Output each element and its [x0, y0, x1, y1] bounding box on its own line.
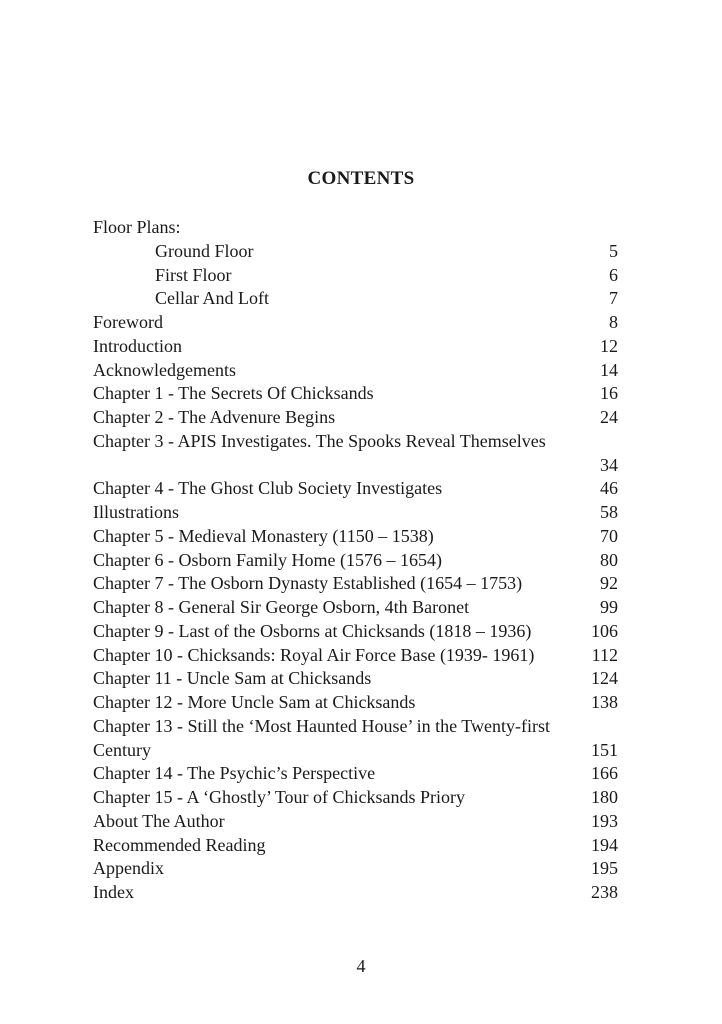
toc-entry-page: 138 — [591, 692, 618, 712]
toc-entry-first-floor — [93, 264, 618, 288]
toc-entry-chapter-7 — [93, 572, 618, 596]
toc-entry-page: 194 — [591, 834, 618, 855]
toc-entry-chapter-15 — [93, 786, 618, 810]
toc-entry-chapter-11 — [93, 667, 618, 691]
toc-entry-label: Appendix — [93, 858, 164, 879]
toc-entry-label: Introduction — [93, 335, 182, 356]
toc-entry-label: Acknowledgements — [93, 359, 236, 380]
toc-entry-page: 124 — [591, 668, 618, 689]
toc-entry-page: 238 — [591, 882, 618, 902]
toc-entry-chapter-4 — [93, 477, 618, 501]
toc-entry-label: Chapter 4 - The Ghost Club Society Investigates — [93, 478, 443, 499]
toc-entry-chapter-10 — [93, 644, 618, 668]
toc-entry-page: 6 — [609, 264, 618, 285]
toc-entry-floor-plans — [93, 216, 618, 240]
toc-entry-page: 8 — [609, 312, 618, 332]
toc-entry-page: 34 — [600, 454, 618, 475]
toc-entry-chapter-6 — [93, 549, 618, 573]
toc-entry-label: Floor Plans: — [93, 217, 181, 237]
toc-entry-label: Ground Floor — [155, 240, 254, 261]
toc-entry-label: Illustrations — [93, 502, 179, 522]
toc-entry-label: Chapter 8 - General Sir George Osborn, 4th Baronet — [93, 597, 470, 617]
toc-entry-chapter-2 — [93, 406, 618, 430]
table-of-contents — [93, 216, 618, 905]
toc-entry-label: Chapter 2 - The Advenure Begins — [93, 407, 336, 427]
toc-entry-page: 7 — [609, 288, 618, 309]
toc-entry-introduction — [93, 335, 618, 359]
toc-entry-page: 195 — [591, 858, 618, 879]
toc-entry-page: 112 — [591, 644, 618, 665]
toc-entry-chapter-3-page — [93, 454, 618, 478]
toc-entry-cellar-and-loft — [93, 287, 618, 311]
toc-entry-label: Recommended Reading — [93, 834, 266, 855]
toc-entry-chapter-9 — [93, 620, 618, 644]
toc-entry-page: 24 — [600, 407, 618, 427]
page-number: 4 — [356, 956, 366, 976]
toc-entry-label: Cellar And Loft — [155, 288, 269, 309]
toc-entry-foreword — [93, 311, 618, 335]
toc-entry-page: 193 — [591, 810, 618, 831]
toc-entry-label: Chapter 5 - Medieval Monastery (1150 – 1538) — [93, 525, 434, 546]
toc-entry-label: First Floor — [155, 264, 232, 285]
toc-entry-label: Chapter 6 - Osborn Family Home (1576 – 1654) — [93, 549, 442, 570]
toc-entry-page: 106 — [591, 620, 618, 641]
toc-entry-label: Chapter 12 - More Uncle Sam at Chicksands — [93, 692, 416, 712]
toc-entry-index — [93, 881, 618, 905]
toc-entry-label: Century — [93, 739, 151, 760]
contents-title: CONTENTS — [307, 168, 415, 189]
toc-entry-label: Chapter 3 - APIS Investigates. The Spooks Reveal Themselves — [93, 430, 546, 451]
toc-entry-appendix — [93, 857, 618, 881]
toc-entry-chapter-8 — [93, 596, 618, 620]
toc-entry-chapter-14 — [93, 762, 618, 786]
toc-entry-chapter-13 — [93, 715, 618, 739]
toc-entry-page: 46 — [600, 478, 618, 499]
toc-entry-label: Chapter 11 - Uncle Sam at Chicksands — [93, 668, 372, 689]
toc-entry-about-the-author — [93, 810, 618, 834]
toc-entry-page: 99 — [600, 597, 618, 617]
toc-entry-label: Chapter 10 - Chicksands: Royal Air Force Base (1939- 1961) — [93, 644, 535, 665]
toc-entry-illustrations — [93, 501, 618, 525]
toc-entry-recommended-reading — [93, 834, 618, 858]
toc-entry-page: 180 — [591, 787, 618, 807]
toc-entry-page: 92 — [600, 573, 618, 594]
toc-entry-page: 166 — [591, 763, 618, 784]
toc-entry-page: 151 — [591, 739, 618, 760]
toc-entry-label: About The Author — [93, 810, 225, 831]
toc-entry-chapter-1 — [93, 382, 618, 406]
toc-entry-label: Chapter 7 - The Osborn Dynasty Established (1654 – 1753) — [93, 573, 523, 594]
toc-entry-label: Chapter 1 - The Secrets Of Chicksands — [93, 383, 374, 404]
toc-entry-chapter-12 — [93, 691, 618, 715]
toc-entry-page: 80 — [600, 549, 618, 570]
toc-entry-page: 70 — [600, 525, 618, 546]
toc-entry-label: Chapter 13 - Still the ‘Most Haunted House’ in the Twenty-first — [93, 715, 550, 736]
toc-entry-chapter-3 — [93, 430, 618, 454]
toc-entry-label: Chapter 15 - A ‘Ghostly’ Tour of Chicksands Priory — [93, 787, 466, 807]
toc-entry-page: 16 — [600, 383, 618, 404]
toc-entry-label: Chapter 9 - Last of the Osborns at Chicksands (1818 – 1936) — [93, 620, 532, 641]
toc-entry-label: Foreword — [93, 312, 163, 332]
toc-entry-chapter-13-continued — [93, 739, 618, 763]
toc-entry-acknowledgements — [93, 359, 618, 383]
toc-entry-label: Chapter 14 - The Psychic’s Perspective — [93, 763, 376, 784]
toc-entry-ground-floor — [93, 240, 618, 264]
toc-entry-page: 14 — [600, 359, 618, 380]
toc-entry-page: 58 — [600, 502, 618, 522]
toc-entry-label: Index — [93, 882, 134, 902]
toc-entry-page: 12 — [600, 335, 618, 356]
toc-entry-page: 5 — [609, 240, 618, 261]
toc-entry-chapter-5 — [93, 525, 618, 549]
